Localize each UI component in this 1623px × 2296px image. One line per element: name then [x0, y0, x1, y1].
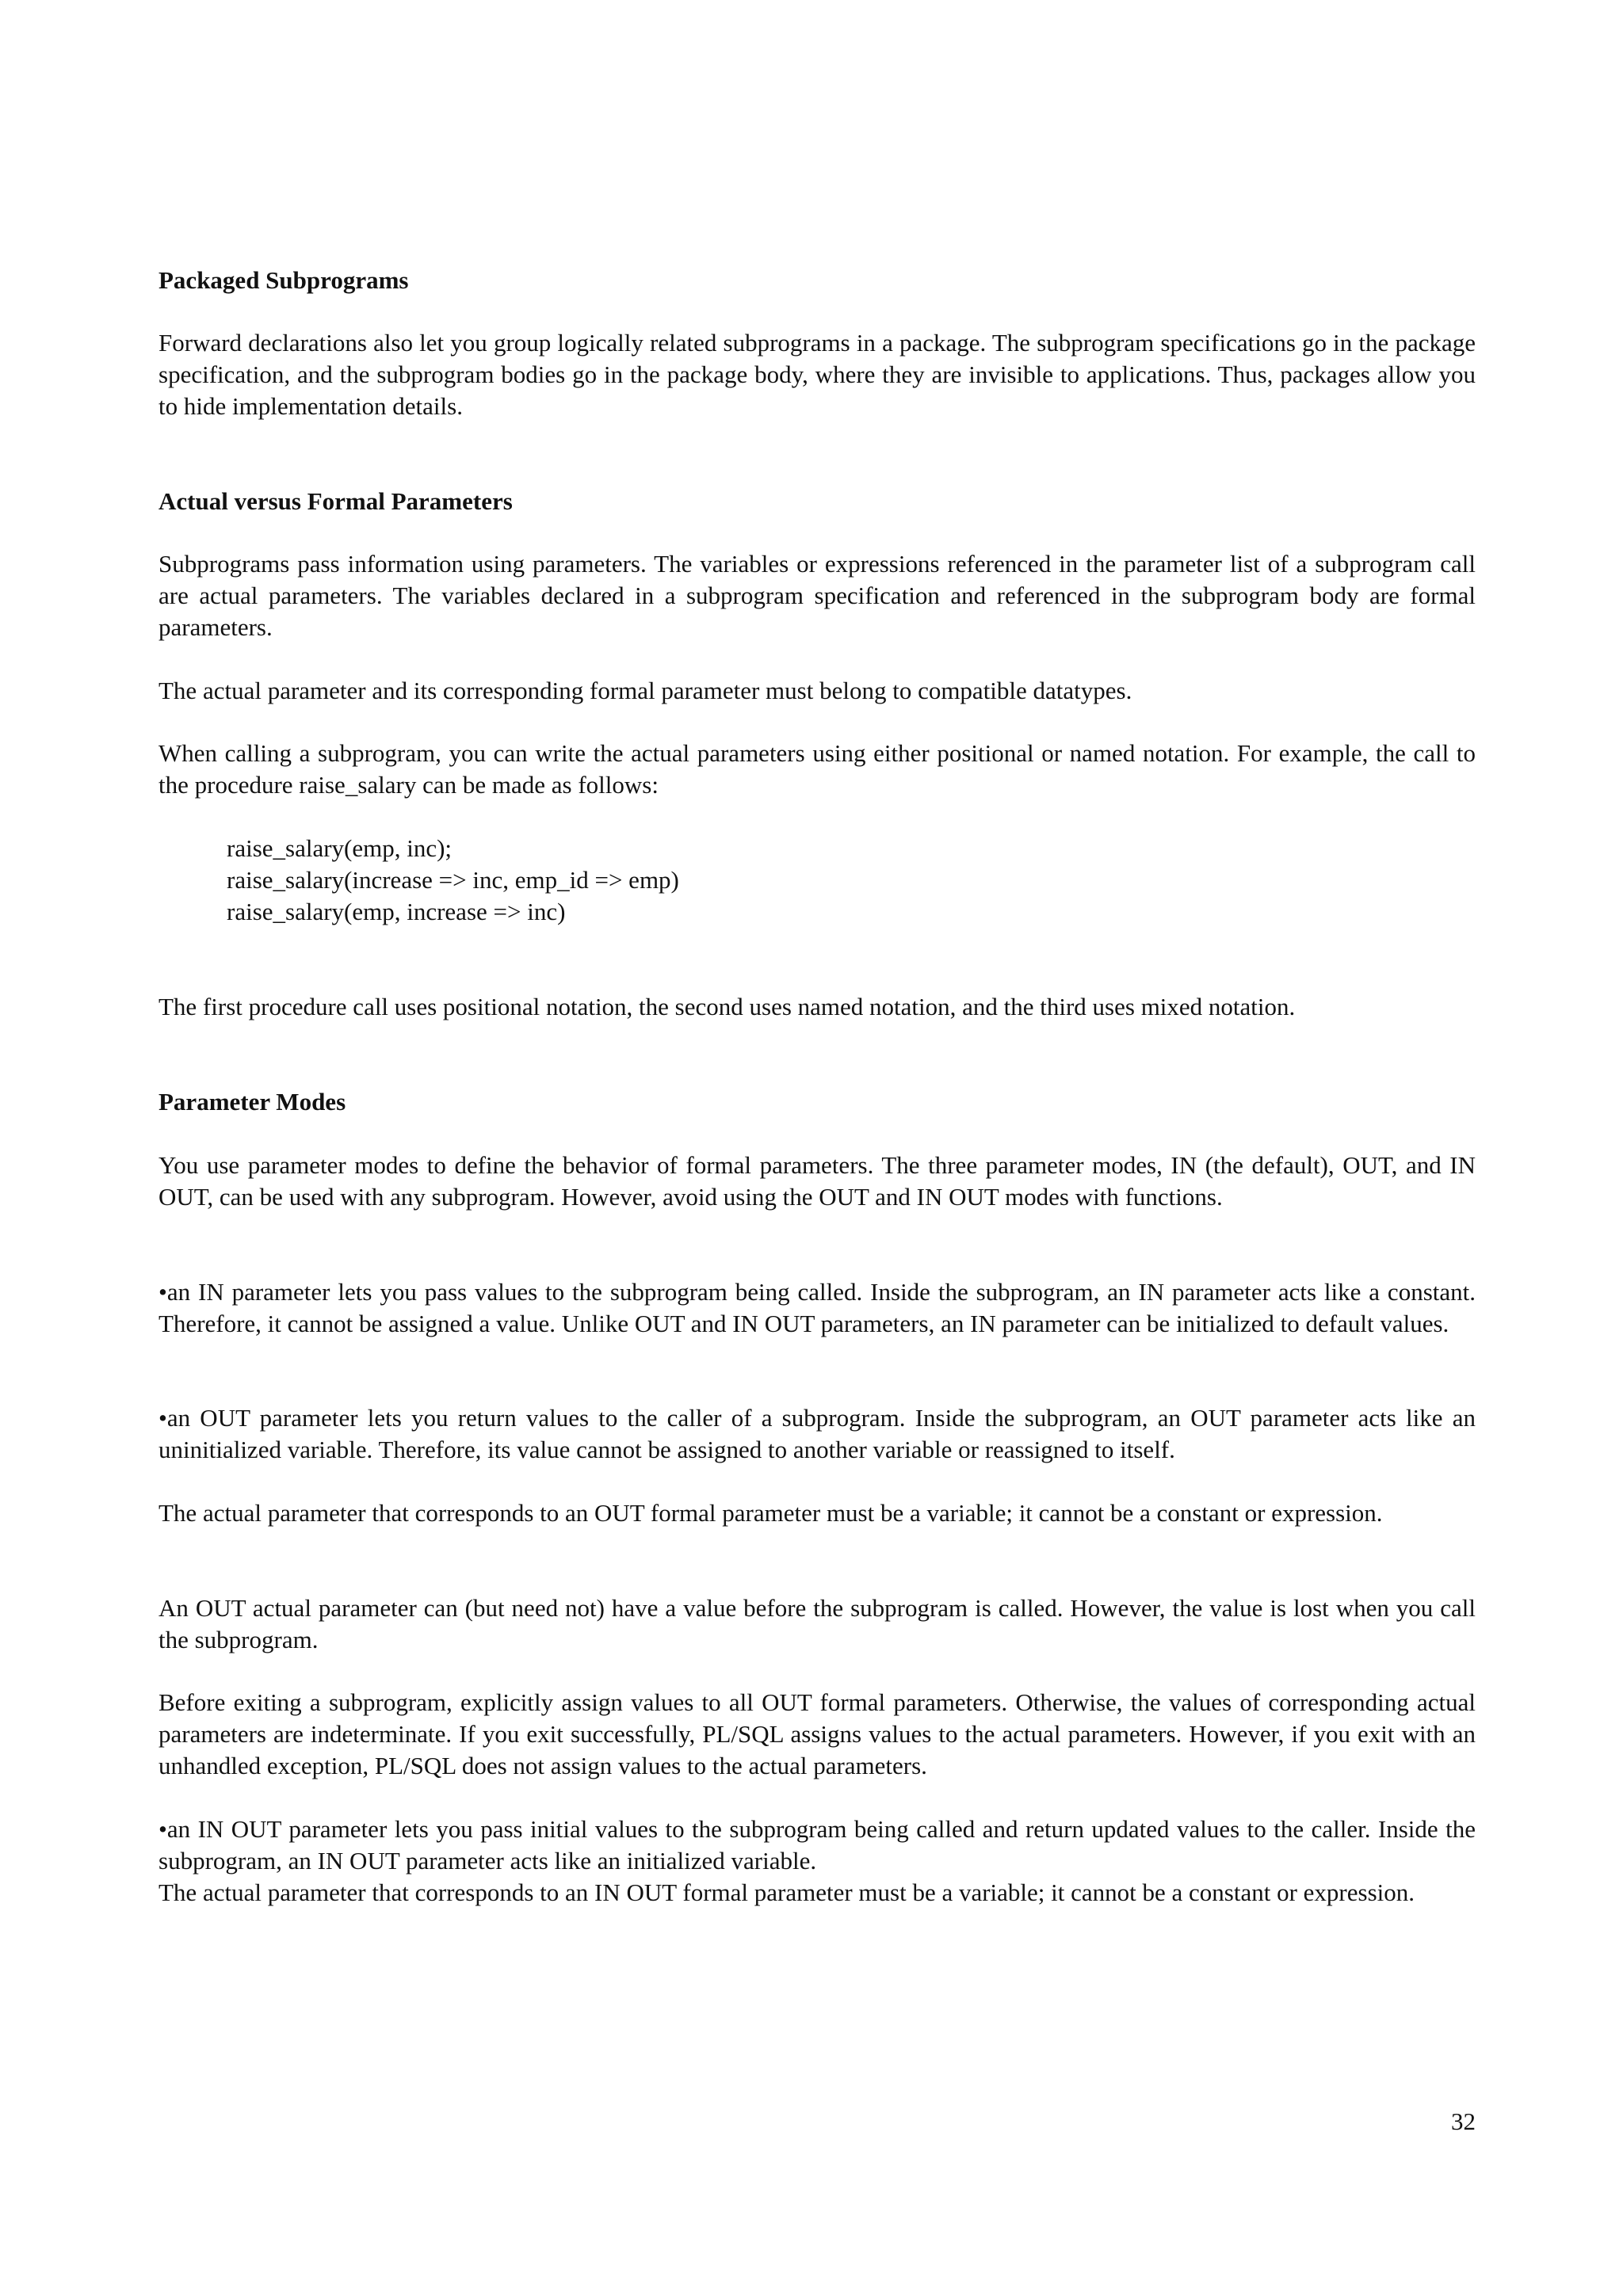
- code-line: raise_salary(emp, increase => inc): [227, 898, 566, 925]
- code-example: [227, 833, 1336, 928]
- paragraph-notation: When calling a subprogram, you can write the actual parameters using either positional or named notation. For example, the call to the procedure raise_salary can be made as follows:: [158, 739, 1476, 799]
- paragraph-in-out-parameter: •an IN OUT parameter lets you pass initial values to the subprogram being called and return updated values to the caller. Inside the subprogram, an IN OUT parameter acts like an initialized variable.: [158, 1815, 1476, 1875]
- heading-actual-formal-parameters: Actual versus Formal Parameters: [158, 487, 513, 515]
- paragraph-in-out-actual-variable: The actual parameter that corresponds to an IN OUT formal parameter must be a variable; it cannot be a constant or expression.: [158, 1878, 1415, 1906]
- paragraph-modes-intro: You use parameter modes to define the behavior of formal parameters. The three parameter modes, IN (the default), OUT, and IN OUT, can be used with any subprogram. However, avoid using the OUT and IN OUT modes with functions.: [158, 1151, 1476, 1211]
- paragraph-out-value-lost: An OUT actual parameter can (but need not) have a value before the subprogram is called. However, the value is lost when you call the subprogram.: [158, 1594, 1476, 1653]
- paragraph-compatible-datatypes: The actual parameter and its corresponding formal parameter must belong to compatible datatypes.: [158, 677, 1132, 704]
- page-number: 32: [1451, 2107, 1476, 2135]
- paragraph-out-parameter: •an OUT parameter lets you return values to the caller of a subprogram. Inside the subprogram, an OUT parameter acts like an uninitialized variable. Therefore, its value cannot be assigned to another variable or reassigned to itself.: [158, 1404, 1476, 1463]
- code-line: raise_salary(increase => inc, emp_id => emp): [227, 866, 679, 894]
- paragraph-parameters-intro: Subprograms pass information using parameters. The variables or expressions referenced in the parameter list of a subprogram call are actual parameters. The variables declared in a subprogram specification and referenced in the subprogram body are formal parameters.: [158, 550, 1476, 641]
- paragraph-out-actual-variable: The actual parameter that corresponds to an OUT formal parameter must be a variable; it cannot be a constant or expression.: [158, 1499, 1383, 1527]
- paragraph-packaged-intro: Forward declarations also let you group logically related subprograms in a package. The subprogram specifications go in the package specification, and the subprogram bodies go in the package body, where they are invisible to applications. Thus, packages allow you to hide implementation details.: [158, 329, 1476, 420]
- heading-packaged-subprograms: Packaged Subprograms: [158, 266, 409, 294]
- paragraph-notation-summary: The first procedure call uses positional notation, the second uses named notation, and the third uses mixed notation.: [158, 993, 1296, 1020]
- heading-parameter-modes: Parameter Modes: [158, 1088, 346, 1116]
- paragraph-assign-out-values: Before exiting a subprogram, explicitly assign values to all OUT formal parameters. Otherwise, the values of corresponding actual parameters are indeterminate. If you exit successfully, PL/SQL assigns values to the actual parameters. However, if you exit with an unhandled exception, PL/SQL does not assign values to the actual parameters.: [158, 1688, 1476, 1779]
- code-line: raise_salary(emp, inc);: [227, 834, 453, 862]
- paragraph-in-parameter: •an IN parameter lets you pass values to the subprogram being called. Inside the subprogram, an IN parameter acts like a constant. Therefore, it cannot be assigned a value. Unlike OUT and IN OUT parameters, an IN parameter can be initialized to default values.: [158, 1278, 1476, 1337]
